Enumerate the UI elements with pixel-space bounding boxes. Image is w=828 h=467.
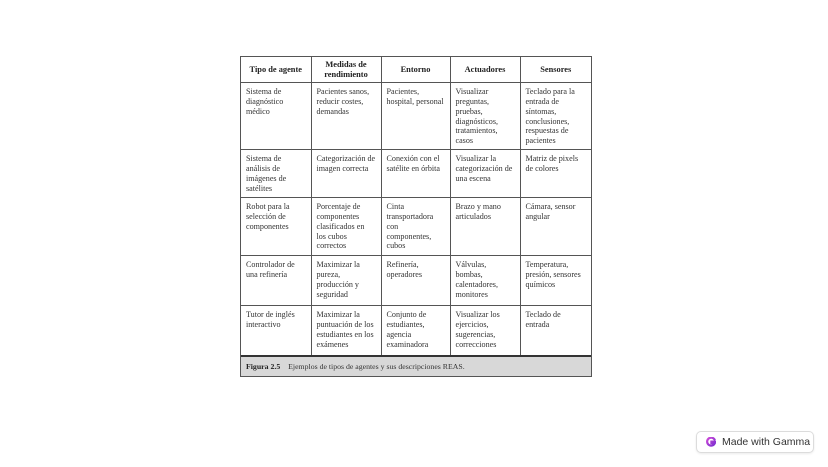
caption-label: Figura 2.5	[246, 361, 281, 371]
table-cell: Refinería, operadores	[381, 256, 450, 306]
table-header-row	[241, 57, 591, 83]
header-actuadores: Actuadores	[450, 57, 520, 83]
header-medidas-rendimiento: Medidas de rendimiento	[311, 57, 381, 83]
header-entorno: Entorno	[381, 57, 450, 83]
table-cell: Teclado de entrada	[520, 306, 591, 356]
table-cell: Pacientes, hospital, personal	[381, 83, 450, 150]
table-row	[241, 83, 591, 150]
table-cell: Brazo y mano articulados	[450, 198, 520, 256]
table-row	[241, 256, 591, 306]
table-cell: Tutor de inglés interactivo	[241, 306, 311, 356]
table-row	[241, 150, 591, 198]
table-cell: Sistema de diagnóstico médico	[241, 83, 311, 150]
table-cell: Pacientes sanos, reducir costes, demandas	[311, 83, 381, 150]
figure-caption	[241, 357, 591, 376]
table-cell: Conexión con el satélite en órbita	[381, 150, 450, 198]
reas-figure	[240, 56, 592, 377]
table-row	[241, 198, 591, 256]
agent-types-table	[241, 57, 591, 357]
table-cell: Matriz de pixels de colores	[520, 150, 591, 198]
header-sensores: Sensores	[520, 57, 591, 83]
table-cell: Robot para la selección de componentes	[241, 198, 311, 256]
table-cell: Categorización de imagen correcta	[311, 150, 381, 198]
header-tipo-agente: Tipo de agente	[241, 57, 311, 83]
table-cell: Maximizar la pureza, producción y seguridad	[311, 256, 381, 306]
table-cell: Teclado para la entrada de síntomas, conclusiones, respuestas de pacientes	[520, 83, 591, 150]
table-cell: Sistema de análisis de imágenes de satélites	[241, 150, 311, 198]
table-row	[241, 306, 591, 356]
badge-label: Made with Gamma	[722, 436, 811, 448]
table-cell: Porcentaje de componentes clasificados en los cubos correctos	[311, 198, 381, 256]
table-cell: Visualizar preguntas, pruebas, diagnósticos, tratamientos, casos	[450, 83, 520, 150]
table-cell: Maximizar la puntuación de los estudiantes en los exámenes	[311, 306, 381, 356]
table-cell: Conjunto de estudiantes, agencia examinadora	[381, 306, 450, 356]
table-cell: Válvulas, bombas, calentadores, monitores	[450, 256, 520, 306]
table-cell: Cinta transportadora con componentes, cubos	[381, 198, 450, 256]
gamma-logo-icon	[706, 437, 716, 447]
table-cell: Visualizar la categorización de una escena	[450, 150, 520, 198]
caption-text: Ejemplos de tipos de agentes y sus descripciones REAS.	[288, 361, 465, 371]
table-cell: Cámara, sensor angular	[520, 198, 591, 256]
table-cell: Temperatura, presión, sensores químicos	[520, 256, 591, 306]
made-with-gamma-badge[interactable]	[696, 431, 814, 453]
table-cell: Visualizar los ejercicios, sugerencias, correcciones	[450, 306, 520, 356]
table-cell: Controlador de una refinería	[241, 256, 311, 306]
